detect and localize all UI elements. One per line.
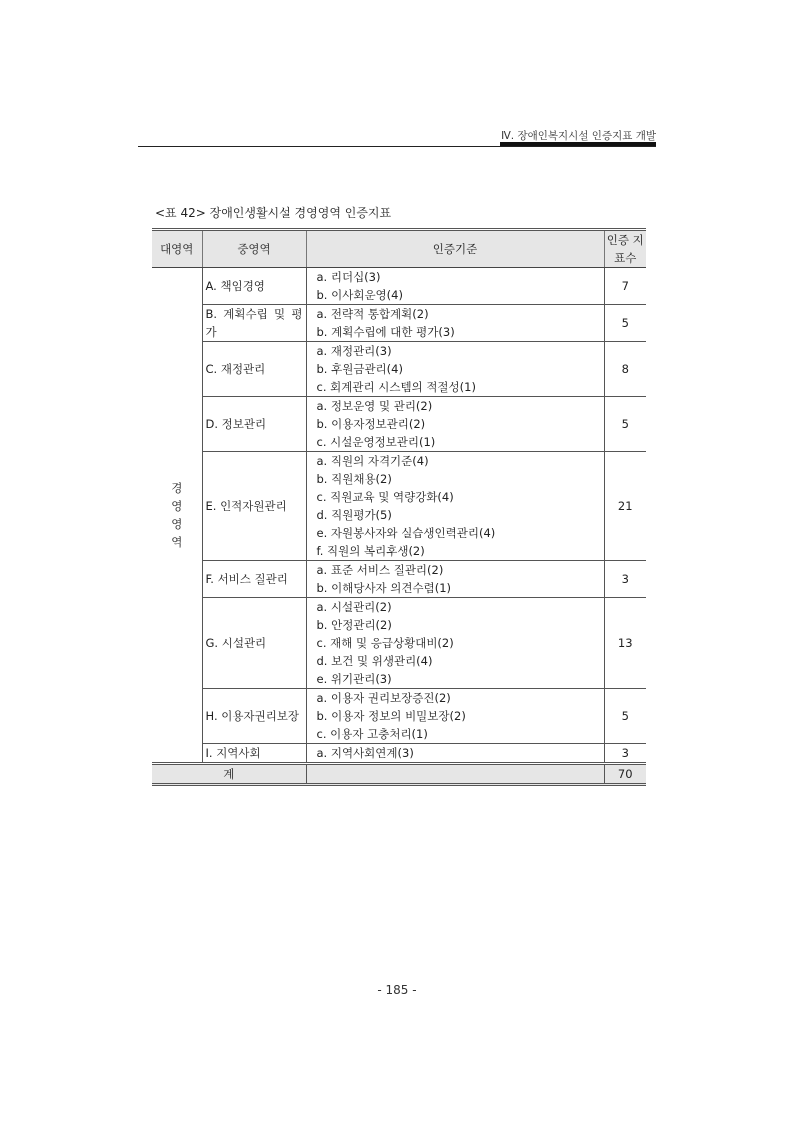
sub-area-cell: D. 정보관리 — [202, 397, 306, 452]
header-major-area: 대영역 — [152, 230, 202, 268]
criteria-item: b. 직원채용(2) — [316, 472, 392, 486]
indicator-count-cell: 5 — [604, 397, 646, 452]
sub-area-cell: A. 책임경영 — [202, 268, 306, 305]
table-row — [152, 305, 646, 342]
header-sub-area: 중영역 — [202, 230, 306, 268]
criteria-item: a. 직원의 자격기준(4) — [316, 454, 429, 468]
criteria-cell — [306, 305, 604, 342]
indicator-count-cell: 21 — [604, 452, 646, 561]
table-row — [152, 342, 646, 397]
table-row — [152, 561, 646, 598]
page-number: - 185 - — [377, 983, 417, 997]
table-row — [152, 452, 646, 561]
criteria-item: b. 계획수립에 대한 평가(3) — [316, 325, 455, 339]
criteria-item: b. 후원금관리(4) — [316, 362, 403, 376]
sub-area-cell: B. 계획수립 및 평가 — [202, 305, 306, 342]
header-indicator-count: 인증 지표수 — [604, 230, 646, 268]
criteria-cell — [306, 342, 604, 397]
criteria-cell — [306, 268, 604, 305]
indicator-count-cell: 7 — [604, 268, 646, 305]
sub-area-cell: G. 시설관리 — [202, 598, 306, 689]
criteria-item: c. 재해 및 응급상황대비(2) — [316, 636, 454, 650]
total-row — [152, 764, 646, 785]
criteria-item: b. 이용자 정보의 비밀보장(2) — [316, 709, 466, 723]
criteria-item: b. 안정관리(2) — [316, 618, 392, 632]
indicator-count-cell: 13 — [604, 598, 646, 689]
criteria-cell — [306, 452, 604, 561]
sub-area-cell: H. 이용자권리보장 — [202, 689, 306, 744]
criteria-item: d. 보건 및 위생관리(4) — [316, 654, 433, 668]
major-area-label — [155, 479, 199, 551]
criteria-cell — [306, 598, 604, 689]
table-row — [152, 598, 646, 689]
indicator-count-cell: 3 — [604, 744, 646, 764]
criteria-item: c. 회계관리 시스템의 적절성(1) — [316, 380, 476, 394]
total-label: 계 — [152, 764, 306, 785]
total-empty-cell — [306, 764, 604, 785]
sub-area-cell: I. 지역사회 — [202, 744, 306, 764]
criteria-item: a. 시설관리(2) — [316, 600, 392, 614]
criteria-item: a. 재정관리(3) — [316, 344, 392, 358]
criteria-table — [152, 228, 646, 786]
criteria-item: a. 리더십(3) — [316, 270, 381, 284]
criteria-cell — [306, 561, 604, 598]
table-caption: <표 42> 장애인생활시설 경영영역 인증지표 — [155, 206, 392, 220]
criteria-cell — [306, 689, 604, 744]
criteria-item: a. 지역사회연계(3) — [316, 746, 414, 760]
criteria-item: a. 표준 서비스 질관리(2) — [316, 563, 444, 577]
table-row — [152, 268, 646, 305]
major-area-cell — [152, 268, 202, 764]
indicator-count-cell: 3 — [604, 561, 646, 598]
major-area-char: 경 — [171, 481, 183, 495]
criteria-cell — [306, 397, 604, 452]
criteria-item: a. 이용자 권리보장증진(2) — [316, 691, 451, 705]
criteria-item: e. 위기관리(3) — [316, 672, 392, 686]
criteria-item: c. 직원교육 및 역량강화(4) — [316, 490, 454, 504]
criteria-item: f. 직원의 복리후생(2) — [316, 544, 425, 558]
header-row — [152, 230, 646, 268]
sub-area-cell: F. 서비스 질관리 — [202, 561, 306, 598]
indicator-count-cell: 5 — [604, 689, 646, 744]
indicator-count-cell: 8 — [604, 342, 646, 397]
header-rule — [138, 146, 656, 147]
criteria-item: d. 직원평가(5) — [316, 508, 392, 522]
major-area-char: 역 — [171, 535, 183, 549]
criteria-item: a. 전략적 통합계획(2) — [316, 307, 429, 321]
header-criteria: 인증기준 — [306, 230, 604, 268]
running-header: Ⅳ. 장애인복지시설 인증지표 개발 — [501, 130, 656, 142]
sub-area-cell: E. 인적자원관리 — [202, 452, 306, 561]
criteria-item: e. 자원봉사자와 실습생인력관리(4) — [316, 526, 496, 540]
criteria-item: b. 이사회운영(4) — [316, 288, 403, 302]
criteria-item: c. 시설운영정보관리(1) — [316, 435, 436, 449]
major-area-char: 영 — [171, 499, 183, 513]
criteria-item: a. 정보운영 및 관리(2) — [316, 399, 433, 413]
sub-area-cell: C. 재정관리 — [202, 342, 306, 397]
indicator-count-cell: 5 — [604, 305, 646, 342]
table-row — [152, 744, 646, 764]
criteria-item: b. 이용자정보관리(2) — [316, 417, 426, 431]
table-row — [152, 689, 646, 744]
table-row — [152, 397, 646, 452]
criteria-item: c. 이용자 고충처리(1) — [316, 727, 428, 741]
criteria-body — [152, 268, 646, 764]
total-value: 70 — [604, 764, 646, 785]
criteria-item: b. 이해당사자 의견수렴(1) — [316, 581, 452, 595]
criteria-cell — [306, 744, 604, 764]
major-area-char: 영 — [171, 517, 183, 531]
